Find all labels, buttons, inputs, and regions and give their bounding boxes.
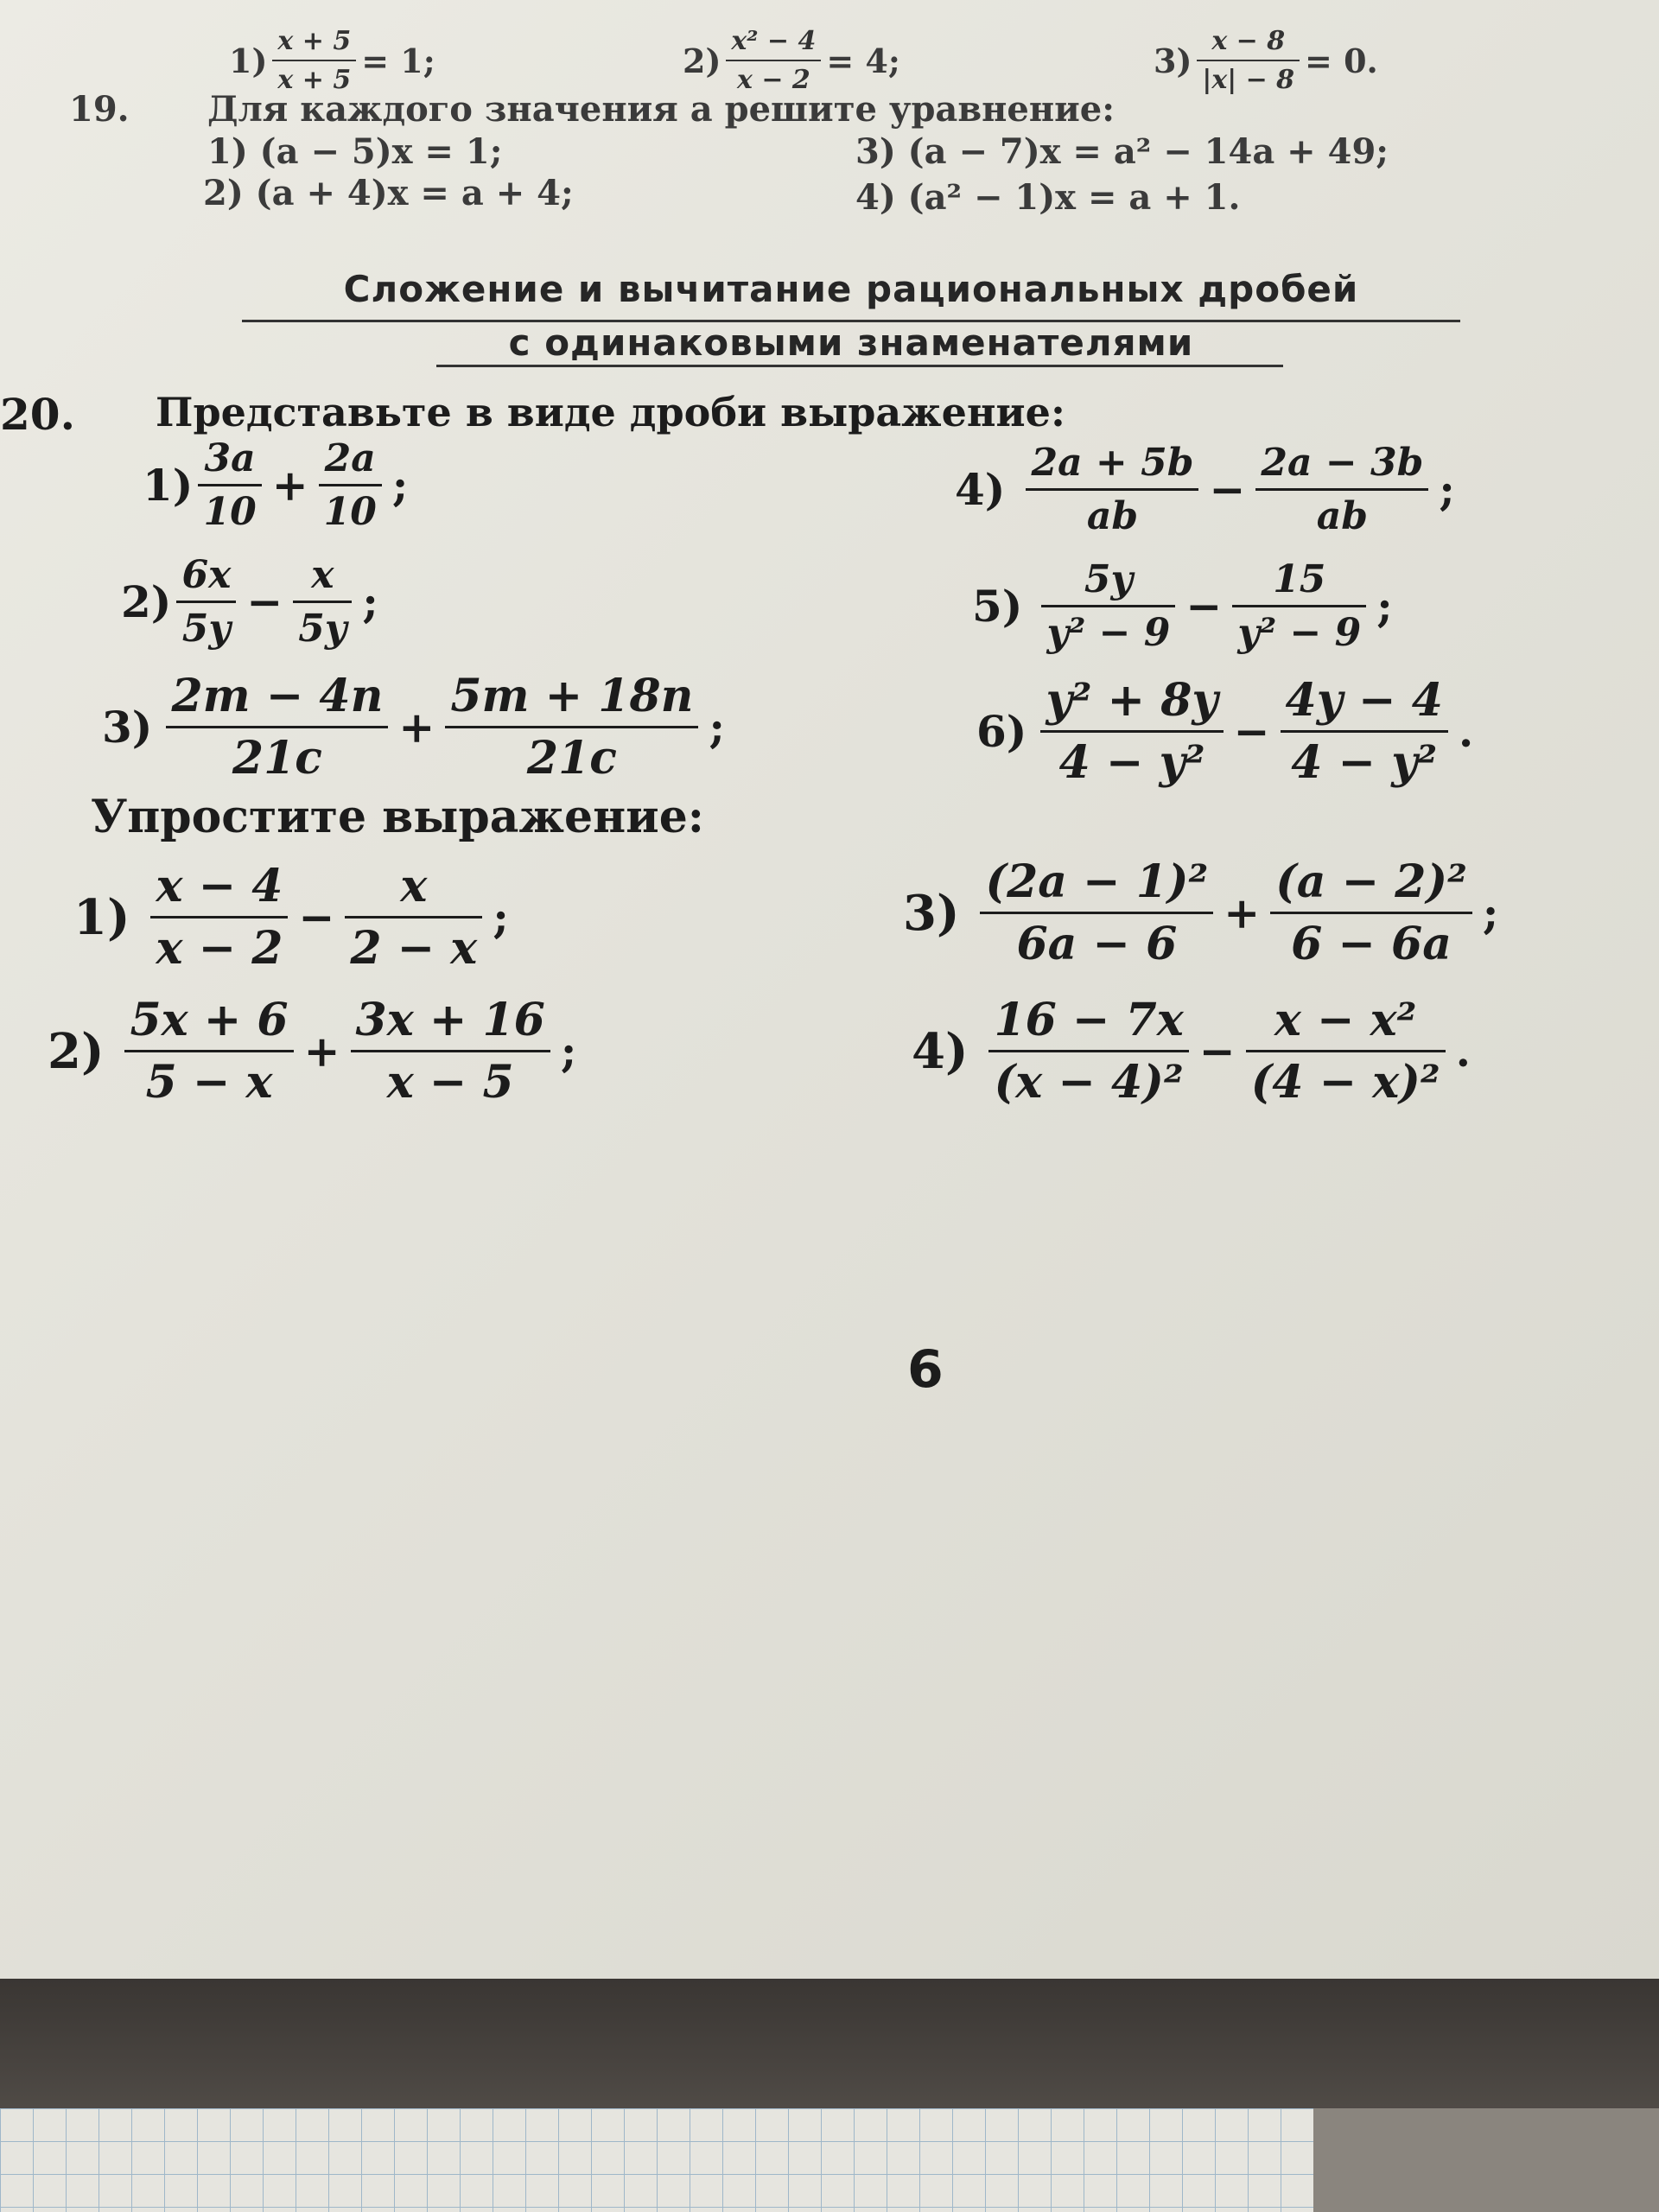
exercise-19-item-3: 3) (a − 7)x = a² − 14a + 49;: [855, 131, 1389, 172]
section-heading-rule-2: [436, 365, 1283, 367]
exercise-20-item-6: 6) $\frac{\text{y² + 8y}}{\text{4 − y²}}$ − $\frac{4y - 4}{\text{4 − y²}}$ .: [976, 674, 1474, 789]
desk-corner: [1313, 2108, 1659, 2212]
simplify-item-4: 4) $\frac{16 - 7x}{\text{(x − 4)²}}$ − $\frac{\text{x − x²}}{\text{(4 − x)²}}$ .: [912, 994, 1471, 1109]
top-equation-2: 2) $\frac{\text{x² − 4}}{x - 2}$ = 4;: [683, 26, 900, 95]
exercise-19-number: 19.: [69, 89, 130, 130]
exercise-20-item-3: 3) $\frac{2m - 4n}{21c}$ + $\frac{5m + 18n}{21c}$ ;: [102, 670, 725, 785]
section-heading-line-1: Сложение и вычитание рациональных дробей: [343, 268, 1359, 310]
exercise-20-item-2: 2) $\frac{6x}{5y}$ − $\frac{x}{5y}$ ;: [121, 553, 378, 651]
simplify-item-3: 3) $\frac{\text{(2a − 1)²}}{6a - 6}$ + $\frac{\text{(a − 2)²}}{6 - 6a}$ ;: [903, 855, 1499, 970]
simplify-title: Упростите выражение:: [91, 791, 704, 843]
exercise-19-item-1: 1) (a − 5)x = 1;: [207, 131, 503, 172]
grid-paper-sheet: [0, 2108, 1313, 2212]
exercise-20-title: Представьте в виде дроби выражение:: [156, 389, 1065, 435]
exercise-20-number: 20.: [0, 389, 75, 440]
exercise-20-item-4: 4) $\frac{2a + 5b}{ab}$ − $\frac{2a - 3b}{ab}$ ;: [955, 441, 1455, 538]
simplify-item-1: 1) $\frac{x - 4}{x - 2}$ − $\frac{x}{2 - x}$ ;: [73, 860, 509, 975]
top-equation-1: 1) $\frac{x + 5}{x + 5}$ = 1;: [229, 26, 435, 95]
section-heading-line-2: с одинаковыми знаменателями: [508, 321, 1194, 364]
exercise-20-item-5: 5) $\frac{5y}{\text{y² − 9}}$ − $\frac{15}{\text{y² − 9}}$ ;: [972, 557, 1393, 655]
simplify-item-2: 2) $\frac{5x + 6}{5 - x}$ + $\frac{3x + 16}{x - 5}$ ;: [48, 994, 577, 1109]
exercise-19-item-2: 2) (a + 4)x = a + 4;: [203, 173, 574, 213]
exercise-20-item-1: 1) $\frac{3a}{10}$ + $\frac{2a}{10}$ ;: [143, 436, 409, 534]
exercise-19-title: Для каждого значения a решите уравнение:: [207, 89, 1116, 130]
page-number: 6: [907, 1339, 944, 1400]
exercise-19-item-4: 4) (a² − 1)x = a + 1.: [855, 177, 1241, 218]
top-equation-3: 3) $\frac{x - 8}{|x| - 8}$ = 0.: [1154, 26, 1378, 95]
